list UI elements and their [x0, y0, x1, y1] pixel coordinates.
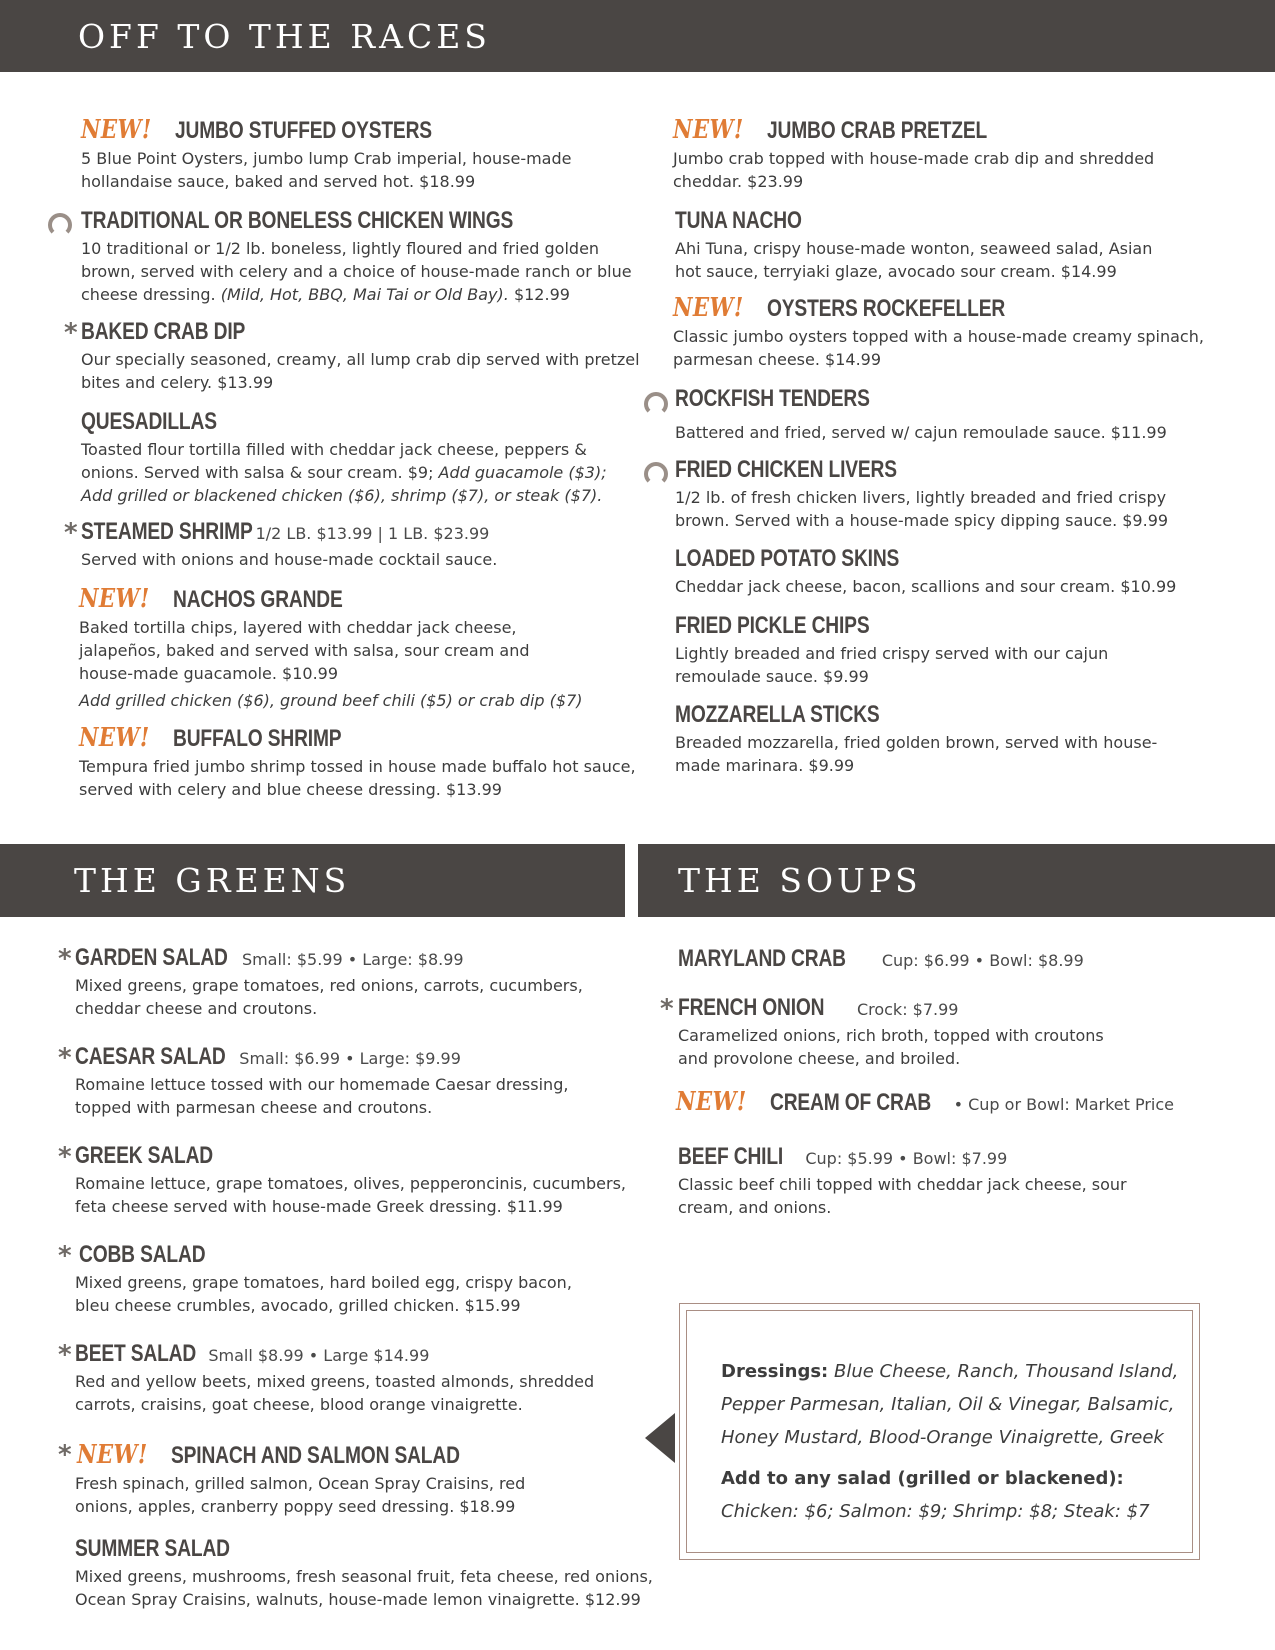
- item-description: Toasted flour tortilla filled with cheddar jack cheese, peppers & onions. Served with salsa & sour cream. $9; Add guacamole ($3); Add grilled or blackened chicken ($6), shrimp ($7), or steak ($7).: [81, 440, 607, 505]
- new-badge: NEW!: [673, 293, 744, 323]
- menu-item: [678, 1143, 1238, 1219]
- item-description: Our specially seasoned, creamy, all lump crab dip served with pretzel bites and celery. $13.99: [81, 350, 640, 392]
- item-name: FRIED PICKLE CHIPS: [675, 612, 870, 639]
- item-name: MARYLAND CRAB: [678, 945, 846, 972]
- menu-item: [75, 1043, 640, 1119]
- menu-item: [79, 723, 644, 801]
- item-name: LOADED POTATO SKINS: [675, 545, 900, 572]
- item-name: GREEK SALAD: [75, 1142, 213, 1169]
- item-description: 10 traditional or 1/2 lb. boneless, lightly floured and fried golden brown, served with celery and a choice of house-made ranch or blue cheese dressing. (Mild, Hot, BBQ, Mai Tai or Old Bay). $12.99: [81, 239, 632, 304]
- section-title: OFF TO THE RACES: [78, 16, 491, 56]
- horseshoe-icon: [48, 213, 72, 237]
- salad-addons-list: Chicken: $6; Salmon: $9; Shrimp: $8; Steak: $7: [721, 1501, 1150, 1522]
- asterisk-icon: *: [58, 1241, 72, 1271]
- item-description: Tempura fried jumbo shrimp tossed in house made buffalo hot sauce, served with celery and blue cheese dressing. $13.99: [79, 757, 636, 799]
- item-price: Cup: $6.99 • Bowl: $8.99: [881, 951, 1084, 970]
- item-addon: Add grilled chicken ($6), ground beef chili ($5) or crab dip ($7): [79, 691, 583, 710]
- menu-item: [75, 944, 640, 1020]
- item-description: Cheddar jack cheese, bacon, scallions and sour cream. $10.99: [675, 577, 1177, 596]
- menu-item: [81, 318, 641, 394]
- item-description: 5 Blue Point Oysters, jumbo lump Crab imperial, house-made hollandaise sauce, baked and served hot. $18.99: [81, 149, 572, 191]
- item-name: OYSTERS ROCKEFELLER: [767, 295, 1006, 322]
- item-name: STEAMED SHRIMP: [81, 518, 253, 545]
- item-description: Mixed greens, grape tomatoes, red onions, carrots, cucumbers, cheddar cheese and croutons.: [75, 976, 583, 1018]
- asterisk-icon: *: [58, 1142, 72, 1172]
- item-price: Small: $5.99 • Large: $8.99: [241, 950, 464, 969]
- asterisk-icon: *: [58, 1340, 72, 1370]
- menu-item: [77, 1440, 642, 1518]
- asterisk-icon: *: [660, 994, 674, 1024]
- item-price: Crock: $7.99: [856, 1000, 959, 1019]
- section-title: THE SOUPS: [678, 861, 922, 900]
- item-name: MOZZARELLA STICKS: [675, 701, 880, 728]
- menu-item: [81, 115, 641, 193]
- item-description: Lightly breaded and fried crispy served with our cajun remoulade sauce. $9.99: [675, 644, 1109, 686]
- menu-item: [79, 584, 639, 712]
- item-name: JUMBO STUFFED OYSTERS: [175, 117, 433, 144]
- section-title: THE GREENS: [74, 861, 351, 900]
- menu-item: [676, 1087, 1236, 1117]
- menu-item: [75, 1340, 640, 1416]
- item-name: NACHOS GRANDE: [173, 586, 343, 613]
- item-name: BEEF CHILI: [678, 1143, 784, 1170]
- item-name: BUFFALO SHRIMP: [173, 725, 342, 752]
- menu-item: [75, 1241, 639, 1317]
- item-name: GARDEN SALAD: [75, 944, 228, 971]
- menu-item: [675, 612, 1195, 688]
- item-description: Breaded mozzarella, fried golden brown, served with house-made marinara. $9.99: [675, 733, 1158, 775]
- asterisk-icon: *: [58, 1043, 72, 1073]
- menu-item: [75, 1142, 640, 1218]
- item-name: FRENCH ONION: [678, 994, 825, 1021]
- menu-item: [81, 408, 641, 507]
- menu-item: [678, 945, 1238, 973]
- menu-item: [673, 115, 1233, 193]
- asterisk-icon: *: [58, 1440, 72, 1470]
- menu-item: [675, 456, 1235, 532]
- horseshoe-icon: [644, 392, 668, 416]
- item-description: Fresh spinach, grilled salmon, Ocean Spray Craisins, red onions, apples, cranberry poppy seed dressing. $18.99: [75, 1474, 526, 1516]
- menu-item: [675, 701, 1195, 777]
- item-name: CREAM OF CRAB: [770, 1089, 932, 1116]
- item-description: Served with onions and house-made cocktail sauce.: [81, 550, 498, 569]
- new-badge: NEW!: [79, 584, 150, 614]
- item-name: COBB SALAD: [79, 1241, 206, 1268]
- item-name: BAKED CRAB DIP: [81, 318, 246, 345]
- new-badge: NEW!: [81, 115, 152, 145]
- menu-item: [675, 545, 1235, 598]
- item-description: Romaine lettuce, grape tomatoes, olives, pepperoncinis, cucumbers, feta cheese served with house-made Greek dressing. $11.99: [75, 1174, 626, 1216]
- callout-arrow-icon: [645, 1413, 675, 1463]
- section-banner-greens: [0, 844, 625, 917]
- salad-addons-label: Add to any salad (grilled or blackened):: [721, 1468, 1124, 1489]
- item-price: 1/2 LB. $13.99 | 1 LB. $23.99: [255, 524, 490, 543]
- menu-item: [675, 385, 1235, 444]
- new-badge: NEW!: [77, 1440, 148, 1470]
- item-description: Mixed greens, grape tomatoes, hard boiled egg, crispy bacon, bleu cheese crumbles, avocado, grilled chicken. $15.99: [75, 1273, 572, 1315]
- item-description: Caramelized onions, rich broth, topped with croutons and provolone cheese, and broiled.: [678, 1026, 1104, 1068]
- item-description: Jumbo crab topped with house-made crab dip and shredded cheddar. $23.99: [673, 149, 1155, 191]
- new-badge: NEW!: [676, 1087, 747, 1117]
- item-name: JUMBO CRAB PRETZEL: [767, 117, 988, 144]
- item-name: ROCKFISH TENDERS: [675, 385, 870, 412]
- menu-item: [678, 994, 1238, 1070]
- menu-item: [81, 518, 641, 571]
- horseshoe-icon: [644, 462, 668, 486]
- asterisk-icon: *: [64, 518, 78, 548]
- item-description: Red and yellow beets, mixed greens, toasted almonds, shredded carrots, craisins, goat cheese, blood orange vinaigrette.: [75, 1372, 595, 1414]
- dressings-box: [679, 1303, 1200, 1560]
- item-name: QUESADILLAS: [81, 408, 217, 435]
- menu-item: [81, 207, 641, 306]
- item-price: • Cup or Bowl: Market Price: [953, 1095, 1175, 1114]
- item-name: FRIED CHICKEN LIVERS: [675, 456, 897, 483]
- asterisk-icon: *: [58, 944, 72, 974]
- item-description: Baked tortilla chips, layered with cheddar jack cheese, jalapeños, baked and served with salsa, sour cream and house-made guacamole. $10.99: [79, 618, 530, 683]
- dressings-list: Dressings: Blue Cheese, Ranch, Thousand Island, Pepper Parmesan, Italian, Oil & Vinegar, Balsamic, Honey Mustard, Blood-Orange Vinaigrette, Greek: [721, 1361, 1179, 1448]
- item-description: Mixed greens, mushrooms, fresh seasonal fruit, feta cheese, red onions, Ocean Spray Craisins, walnuts, house-made lemon vinaigrette. $12.99: [75, 1567, 653, 1609]
- item-description: Battered and fried, served w/ cajun remoulade sauce. $11.99: [675, 423, 1167, 442]
- section-banner-soups: [638, 844, 1275, 917]
- item-price: Small $8.99 • Large $14.99: [208, 1346, 430, 1365]
- item-description: Classic jumbo oysters topped with a house-made creamy spinach, parmesan cheese. $14.99: [673, 327, 1204, 369]
- item-name: TRADITIONAL OR BONELESS CHICKEN WINGS: [81, 207, 514, 234]
- item-name: CAESAR SALAD: [75, 1043, 226, 1070]
- section-banner-races: [0, 0, 1275, 72]
- item-description: Romaine lettuce tossed with our homemade Caesar dressing, topped with parmesan cheese and croutons.: [75, 1075, 569, 1117]
- item-name: SUMMER SALAD: [75, 1535, 230, 1562]
- menu-item: [675, 207, 1195, 283]
- menu-item: [75, 1535, 655, 1611]
- item-name: TUNA NACHO: [675, 207, 802, 234]
- asterisk-icon: *: [64, 318, 78, 348]
- item-price: Cup: $5.99 • Bowl: $7.99: [805, 1149, 1008, 1168]
- item-name: BEET SALAD: [75, 1340, 197, 1367]
- new-badge: NEW!: [79, 723, 150, 753]
- item-description: Ahi Tuna, crispy house-made wonton, seaweed salad, Asian hot sauce, terryiaki glaze, avocado sour cream. $14.99: [675, 239, 1153, 281]
- item-description: Classic beef chili topped with cheddar jack cheese, sour cream, and onions.: [678, 1175, 1127, 1217]
- item-name: SPINACH AND SALMON SALAD: [171, 1442, 460, 1469]
- item-price: Small: $6.99 • Large: $9.99: [239, 1049, 461, 1068]
- item-description: 1/2 lb. of fresh chicken livers, lightly breaded and fried crispy brown. Served with a house-made spicy dipping sauce. $9.99: [675, 488, 1169, 530]
- menu-item: [673, 293, 1233, 371]
- new-badge: NEW!: [673, 115, 744, 145]
